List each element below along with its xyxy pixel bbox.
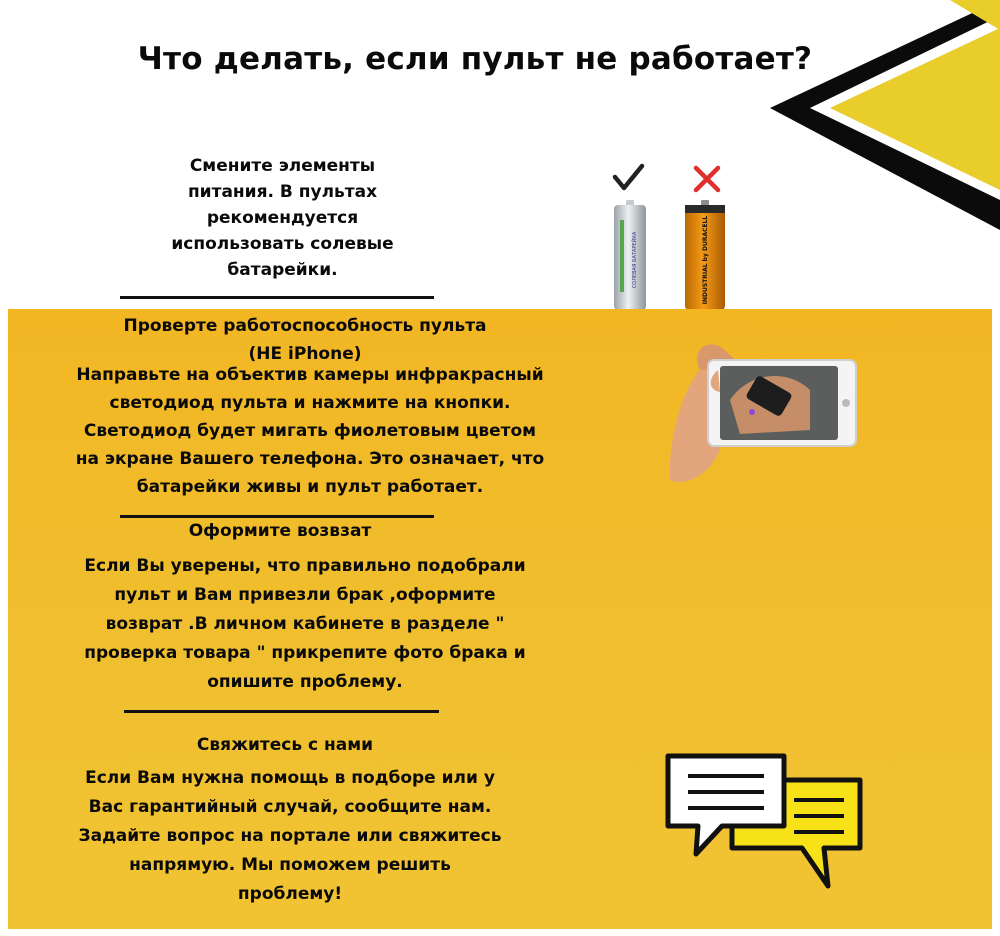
return-body-line: проверка товара " прикрепите фото брака и (84, 643, 526, 663)
contact-section-title: Свяжитесь с нами (196, 735, 374, 755)
return-section-title: Оформите возвзат (188, 521, 372, 541)
check-body-line: батарейки живы и пульт работает. (136, 477, 484, 497)
check-section-title (55, 312, 555, 368)
return-body-line: пульт и Вам привезли брак ,оформите (114, 585, 496, 605)
return-body-line: Если Вы уверены, что правильно подобрали (84, 556, 526, 576)
check-section-body (55, 361, 565, 501)
check-body-line: Светодиод будет мигать фиолетовым цветом (83, 421, 537, 441)
cross-icon (690, 162, 724, 196)
chevron-decoration (770, 0, 1000, 230)
contact-body-line: Задайте вопрос на портале или свяжитесь (78, 826, 502, 846)
battery-advice-line: Смените элементы (189, 156, 376, 176)
battery-advice-line: батарейки. (227, 260, 338, 280)
check-body-line: на экране Вашего телефона. Это означает, что (75, 449, 545, 469)
salt-battery-label: СОЛЕВАЯ БАТАРЕЙКА (632, 231, 638, 289)
divider (124, 710, 439, 713)
salt-battery-image (612, 200, 648, 310)
contact-body-line: проблему! (237, 884, 343, 904)
return-section-body (55, 552, 555, 697)
battery-advice (160, 153, 405, 283)
chat-bubbles-icon (660, 748, 870, 893)
contact-body-line: Вас гарантийный случай, сообщите нам. (88, 797, 492, 817)
page-title: Что делать, если пульт не работает? (137, 40, 813, 77)
check-body-line: светодиод пульта и нажмите на кнопки. (109, 393, 511, 413)
return-body-line: возврат .В личном кабинете в разделе " (105, 614, 505, 634)
battery-advice-line: использовать солевые (171, 234, 394, 254)
contact-body-line: Если Вам нужна помощь в подборе или у (85, 768, 495, 788)
battery-advice-line: питания. В пультах (187, 182, 378, 202)
return-body-line: опишите проблему. (207, 672, 403, 692)
contact-body-line: напрямую. Мы поможем решить (129, 855, 451, 875)
battery-advice-line: рекомендуется (206, 208, 359, 228)
check-body-line: Направьте на объектив камеры инфракрасный (76, 365, 544, 385)
duracell-battery-label: INDUSTRIAL by DURACELL (702, 215, 709, 305)
checkmark-icon (610, 160, 646, 196)
check-title-line: Проверте работоспособность пульта (123, 316, 487, 336)
check-title-line: (НЕ iPhone) (248, 344, 362, 364)
duracell-battery-image (683, 200, 727, 310)
contact-section-body (55, 764, 525, 909)
divider (120, 296, 434, 299)
phone-camera-image (660, 330, 860, 490)
